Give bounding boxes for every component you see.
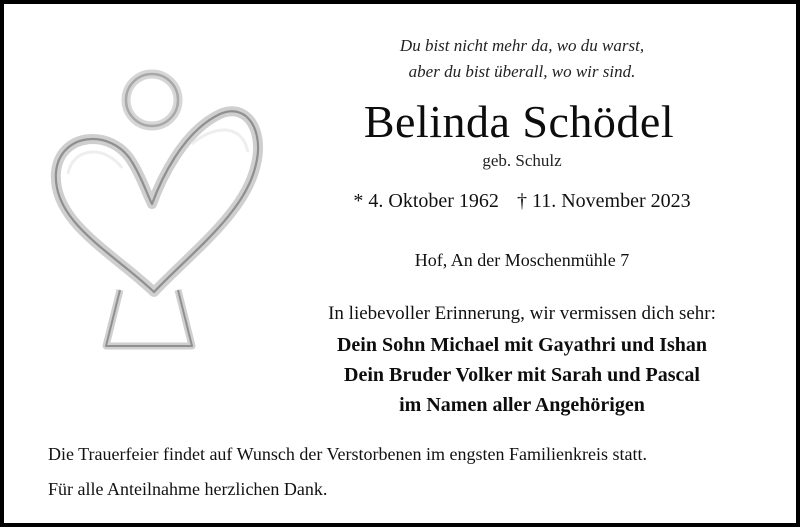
funeral-notice: Die Trauerfeier findet auf Wunsch der Verstorbenen im engsten Familienkreis statt. <box>48 444 647 464</box>
quote-line-2: aber du bist überall, wo wir sind. <box>408 62 636 81</box>
birth-date: * 4. Oktober 1962 <box>353 190 499 212</box>
mourner-line-1: Dein Sohn Michael mit Gayathri und Ishan <box>336 334 708 356</box>
mourner-line-2: Dein Bruder Volker mit Sarah und Pascal <box>344 364 700 386</box>
life-dates <box>304 190 740 213</box>
angel-heart-icon <box>42 52 272 352</box>
quote-line-1: Du bist nicht mehr da, wo du warst, <box>399 36 645 55</box>
death-date: † 11. November 2023 <box>516 190 691 212</box>
address: Hof, An der Moschenmühle 7 <box>414 250 630 270</box>
thanks-note: Für alle Anteilnahme herzlichen Dank. <box>48 479 328 499</box>
deceased-name: Belinda Schödel <box>363 96 675 147</box>
birth-name: geb. Schulz <box>482 151 562 170</box>
mourner-line-3: im Namen aller Angehörigen <box>399 394 645 416</box>
memory-intro: In liebevoller Erinnerung, wir vermissen dich sehr: <box>328 303 716 324</box>
